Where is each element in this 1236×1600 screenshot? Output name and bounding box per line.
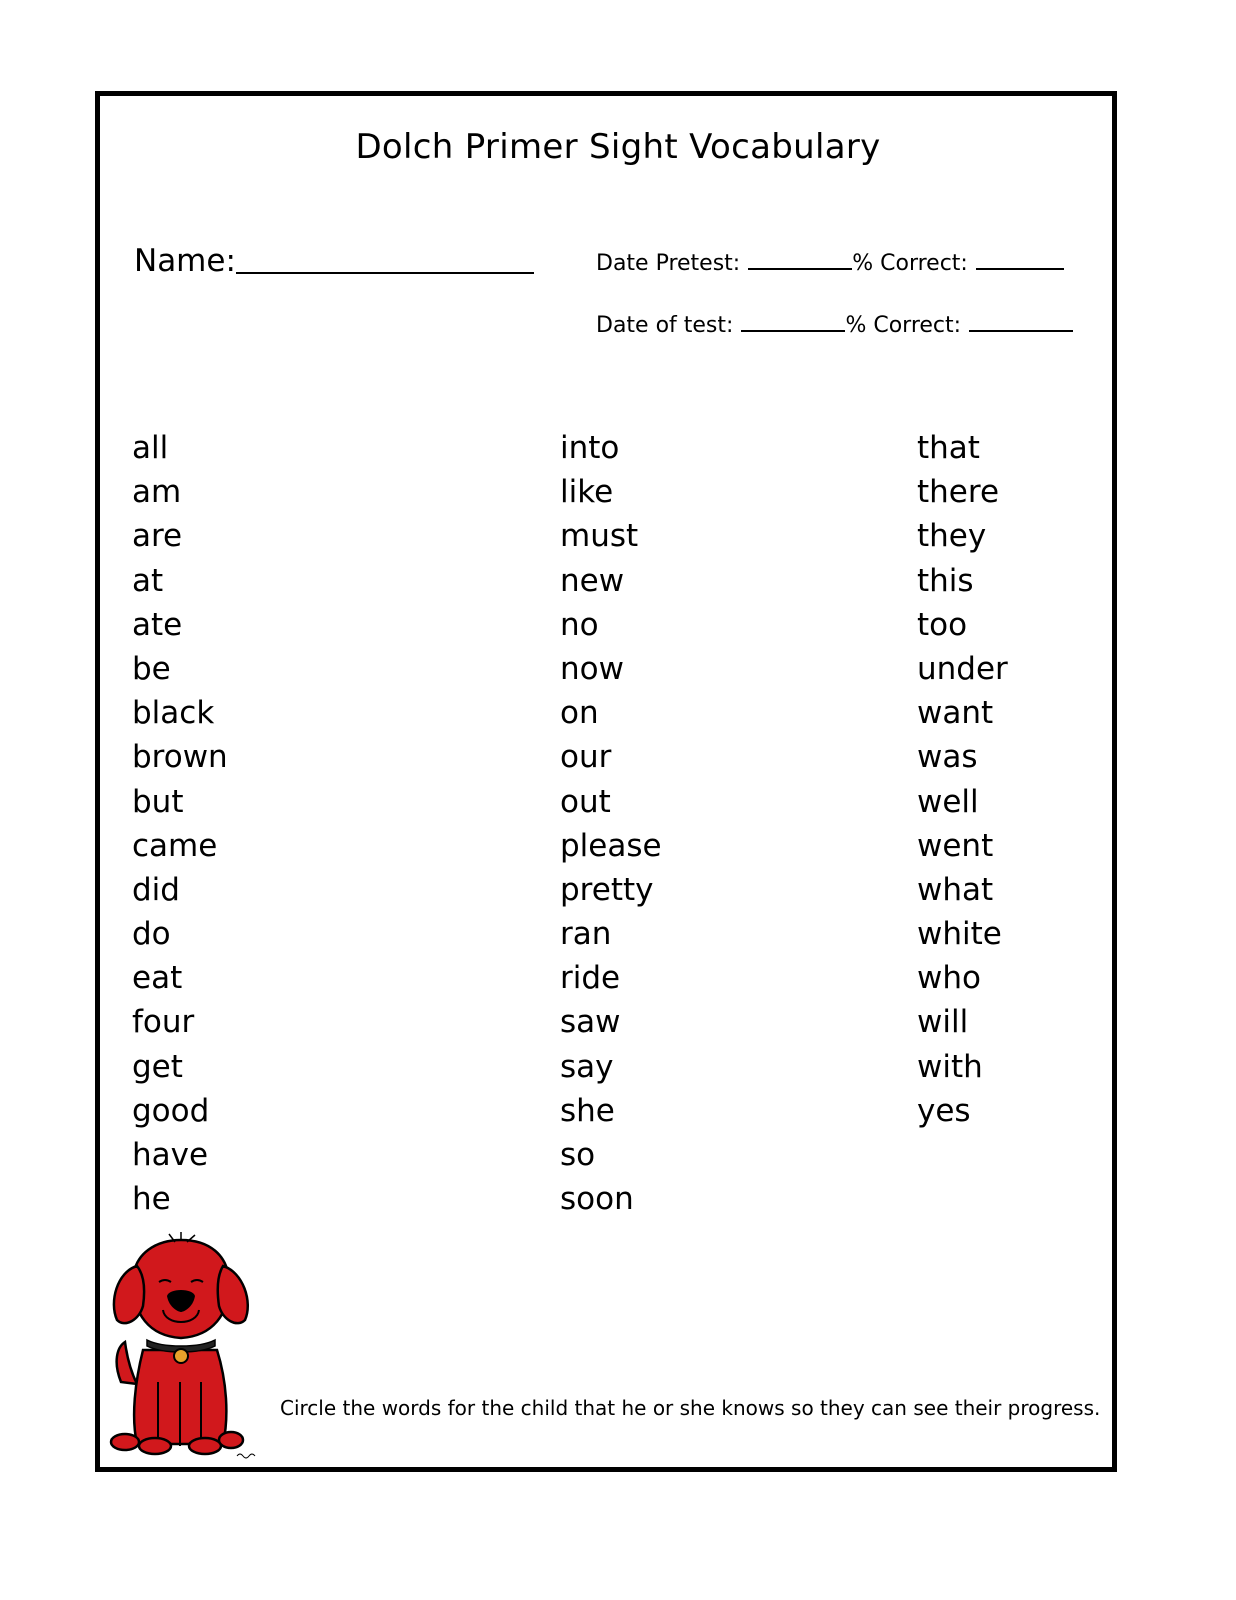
dog-hind-paw-left [111,1434,139,1450]
word[interactable]: new [560,562,625,599]
dog-paw-right [189,1438,221,1454]
word[interactable]: say [560,1048,614,1085]
word[interactable]: he [132,1181,171,1218]
word[interactable]: what [917,871,994,908]
word[interactable]: with [917,1048,983,1085]
word[interactable]: well [917,783,979,820]
word[interactable]: please [560,827,662,864]
word[interactable]: soon [560,1181,634,1218]
word[interactable]: so [560,1137,596,1173]
test-correct-label: % Correct: [845,313,962,338]
word-column-1 [132,426,228,1221]
dog-head [133,1240,229,1338]
word[interactable]: like [560,474,614,511]
word[interactable]: too [917,606,968,643]
name-label: Name: [134,243,236,279]
footer-instructions: Circle the words for the child that he or she knows so they can see their progress. [280,1396,1101,1420]
word[interactable]: was [917,739,978,776]
artist-signature [237,1454,255,1458]
word[interactable]: at [132,562,164,599]
word[interactable]: this [917,562,974,599]
dog-ear-right [218,1266,248,1323]
word[interactable]: on [560,695,599,732]
word[interactable]: now [560,650,624,687]
word[interactable]: must [560,518,639,555]
word[interactable]: do [132,916,171,953]
word[interactable]: will [917,1004,969,1041]
word[interactable]: be [132,650,171,687]
word[interactable]: want [917,695,994,732]
pretest-correct-blank[interactable] [976,250,1064,270]
word-column-2 [560,426,662,1221]
test-date-label: Date of test: [596,313,734,338]
pretest-date-label: Date Pretest: [596,251,741,276]
word[interactable]: ran [560,916,612,953]
word[interactable]: yes [917,1092,971,1129]
word[interactable]: good [132,1092,210,1129]
pretest-row [596,250,1064,276]
word[interactable]: ride [560,960,621,997]
word[interactable]: our [560,739,612,776]
word[interactable]: out [560,783,611,820]
word[interactable]: went [917,827,994,864]
word[interactable]: black [132,695,215,732]
dog-ear-left [114,1266,144,1323]
word[interactable]: are [132,518,183,555]
word[interactable]: but [132,783,184,820]
word[interactable]: have [132,1137,209,1173]
word[interactable]: am [132,474,182,511]
word[interactable]: came [132,827,218,864]
word[interactable]: saw [560,1004,621,1041]
dog-tag [174,1349,188,1363]
word[interactable]: brown [132,739,228,776]
dog-tail [117,1342,137,1384]
word[interactable]: ate [132,606,183,643]
name-field-line[interactable] [236,272,534,274]
word[interactable]: under [917,650,1008,687]
test-row [596,312,1073,338]
pretest-correct-label: % Correct: [852,251,968,276]
word[interactable]: there [917,474,1000,511]
word[interactable]: eat [132,960,183,997]
test-correct-blank[interactable] [969,312,1073,332]
word[interactable]: they [917,518,987,555]
pretest-date-blank[interactable] [748,250,852,270]
red-dog-illustration [103,1232,263,1462]
page-title: Dolch Primer Sight Vocabulary [355,127,881,167]
word[interactable]: pretty [560,871,654,908]
dog-paw-left [139,1438,171,1454]
word[interactable]: get [132,1048,183,1085]
word[interactable]: all [132,430,169,466]
word[interactable]: white [917,916,1002,953]
word[interactable]: four [132,1004,195,1041]
word[interactable]: did [132,871,180,908]
word[interactable]: into [560,430,620,466]
test-date-blank[interactable] [741,312,845,332]
dog-hind-paw-right [219,1432,243,1448]
word[interactable]: she [560,1092,615,1129]
word-column-3 [917,426,1008,1133]
word[interactable]: no [560,606,599,643]
word[interactable]: who [917,960,981,997]
word[interactable]: that [917,430,980,466]
